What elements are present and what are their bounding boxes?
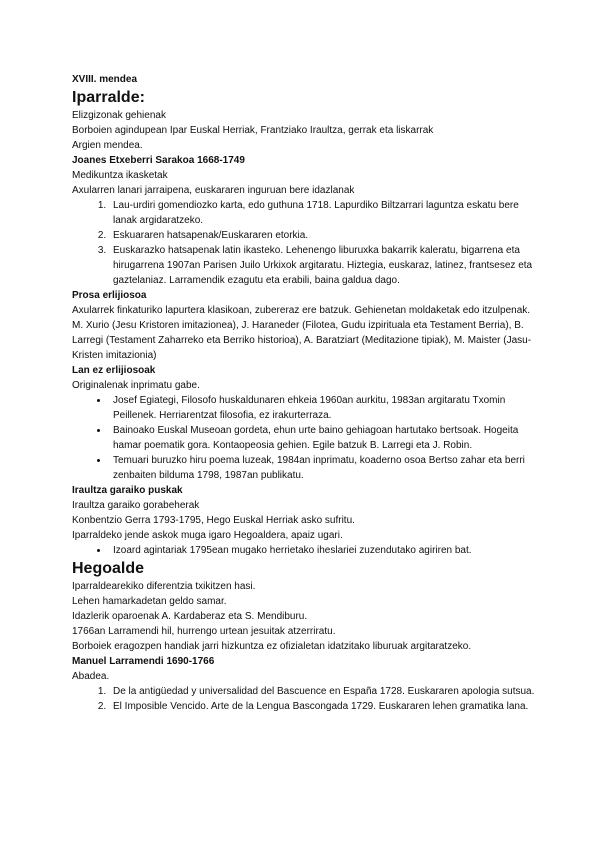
list-item: • Izoard agintariak 1795ean mugako herrietako iheslariei zuzendutako agiriren bat. [109,543,542,558]
iraultza-heading: Iraultza garaiko puskak [72,485,183,496]
list-item: 2. Eskuararen hatsapenak/Euskararen etorkia. [109,228,542,243]
text-line: Idazlerik oparoenak A. Kardaberaz eta S. Mendiburu. [72,611,308,622]
document-page [72,72,542,714]
text-line: Originalenak inprimatu gabe. [72,380,200,391]
text-line: Borboiek eragozpen handiak jarri hizkuntza ez ofizialetan idatzitako liburuak argitaratzeko. [72,641,472,652]
text-line: Lehen hamarkadetan geldo samar. [72,596,227,607]
list-item: 2. El Imposible Vencido. Arte de la Lengua Bascongada 1729. Euskararen lehen gramatika lana. [109,699,542,714]
list-item: 1. De la antigüedad y universalidad del Bascuence en España 1728. Euskararen apologia sutsua. [109,684,542,699]
list-item: 3. Euskarazko hatsapenak latin ikasteko. Lehenengo liburuxka bakarrik kaleratu, bigarrena eta hirugarrena 1907an Parisen Juilo Urkixok argitaratu. Hiztegia, euskaraz, latinez, frantsesez eta gaztelaniaz. Larramendik ezagutu eta erabili, baina galdua dago. [109,243,542,288]
hegoalde-title: Hegoalde [72,560,145,577]
text-line: Axularren lanari jarraipena, euskararen inguruan bere idazlanak [72,185,355,196]
lan-ez-heading: Lan ez erlijiosoak [72,365,156,376]
text-line: Iparraldearekiko diferentzia txikitzen hasi. [72,581,256,592]
list-item: • Bainoako Euskal Museoan gordeta, ehun urte baino gehiagoan hartutako bertsoak. Hogeita hamar poematik gora. Kontaopeosia gehien. Egile batzuk B. Larregi eta J. Robin. [109,423,542,453]
text-line: Argien mendea. [72,140,143,151]
paragraph: M. Xurio (Jesu Kristoren imitazionea), J. Haraneder (Filotea, Gudu izpirituala eta Testament Berria), B. Larregi (Testament Zaharreko eta Berriko historioa), A. Baratziart (Meditazione tipiak), M. Maister (Jasu-Kristen imitazionia) [72,320,532,361]
text-line: Abadea. [72,671,110,682]
text-line: 1766an Larramendi hil, hurrengo urtean jesuitak atzerriratu. [72,626,336,637]
iraultza-list [72,543,542,558]
century-heading: XVIII. mendea [72,74,138,85]
text-line: Medikuntza ikasketak [72,170,168,181]
text-line: Iraultza garaiko gorabeherak [72,500,200,511]
text-line: Borboien agindupean Ipar Euskal Herriak, Frantziako Iraultza, gerrak eta liskarrak [72,125,434,136]
paragraph: Axularrek finkaturiko lapurtera klasikoan, zubereraz ere batzuk. Gehienetan moldaketak edo itzulpenak. [72,305,531,316]
text-line: Iparraldeko jende askok muga igaro Hegoaldera, apaiz ugari. [72,530,343,541]
iparralde-title: Iparralde: [72,89,145,106]
list-item: 1. Lau-urdiri gomendiozko karta, edo guthuna 1718. Lapurdiko Biltzarrari laguntza eskatu bere lanak argidaratzeko. [109,198,542,228]
lan-ez-list [72,393,542,483]
etxeberri-heading: Joanes Etxeberri Sarakoa 1668-1749 [72,155,245,166]
list-item: • Temuari buruzko hiru poema luzeak, 1984an inprimatu, koaderno osoa Bertso zahar eta berri zenbaiten bilduma 1798, 1987an publikatu. [109,453,542,483]
etxeberri-works-list [72,198,542,288]
prosa-heading: Prosa erlijiosoa [72,290,147,301]
larramendi-works-list [72,684,542,714]
text-line: Elizgizonak gehienak [72,110,166,121]
list-item: • Josef Egiategi, Filosofo huskaldunaren ehkeia 1960an aurkitu, 1983an argitaratu Txomin Peillenek. Herriarentzat filosofia, ez irakurterraza. [109,393,542,423]
larramendi-heading: Manuel Larramendi 1690-1766 [72,656,215,667]
text-line: Konbentzio Gerra 1793-1795, Hego Euskal Herriak asko sufritu. [72,515,355,526]
